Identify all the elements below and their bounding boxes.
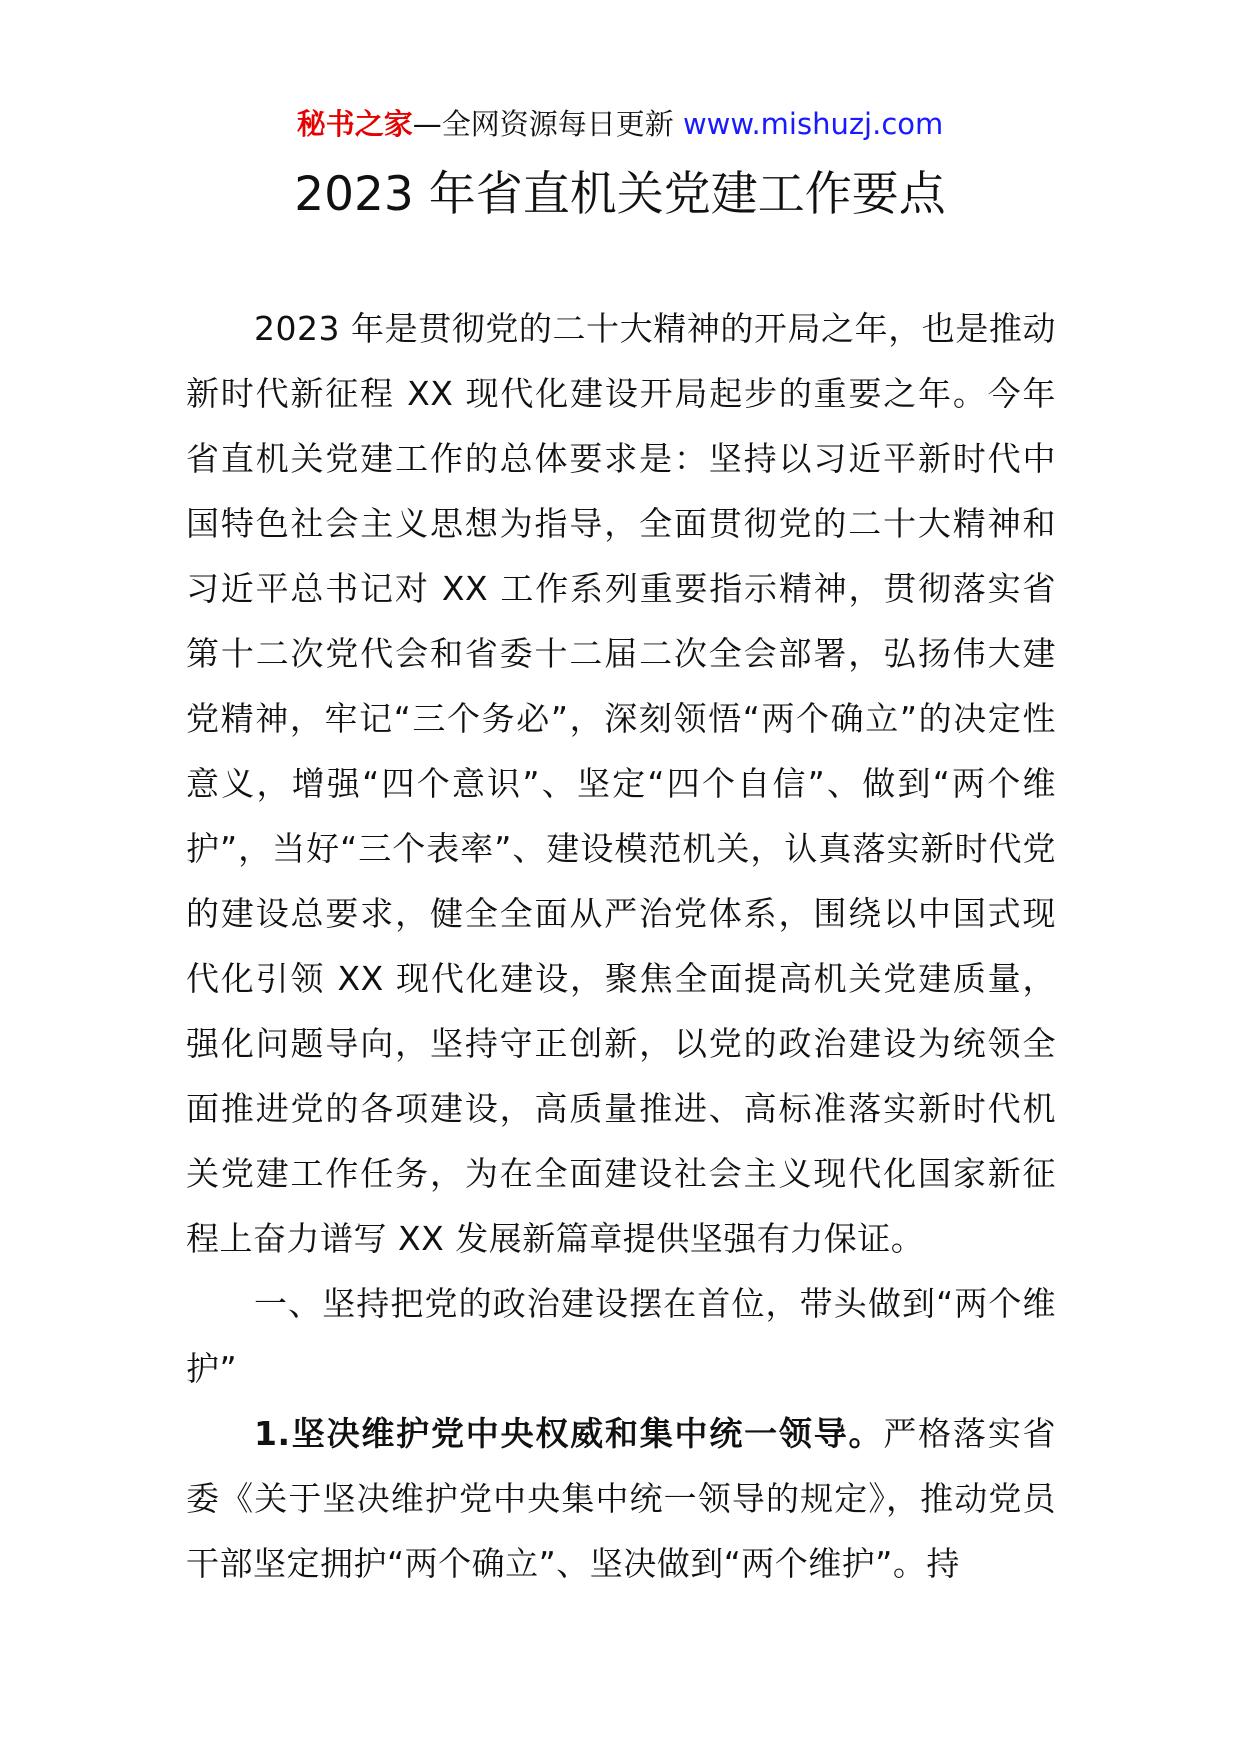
- section-heading: 一、坚持把党的政治建设摆在首位，带头做到“两个维护”: [186, 1284, 1056, 1388]
- item-text: 严格落实省委《关于坚决维护党中央集中统一领导的规定》，推动党员干部坚定拥护“两个确立”、坚决做到“两个维护”。持: [186, 1414, 1057, 1583]
- intro-paragraph: 2023 年是贯彻党的二十大精神的开局之年，也是推动新时代新征程 XX 现代化建设开局起步的重要之年。今年省直机关党建工作的总体要求是：坚持以习近平新时代中国特色社会主义思想为指导，全面贯彻党的二十大精神和习近平总书记对 XX 工作系列重要指示精神，贯彻落实省第十二次党代会和省委十二届二次全会部署，弘扬伟大建党精神，牢记“三个务必”，深刻领悟“两个确立”的决定性意义，增强“四个意识”、坚定“四个自信”、做到“两个维护”，当好“三个表率”、建设模范机关，认真落实新时代党的建设总要求，健全全面从严治党体系，围绕以中国式现代化引领 XX 现代化建设，聚焦全面提高机关党建质量，强化问题导向，坚持守正创新，以党的政治建设为统领全面推进党的各项建设，高质量推进、高标准落实新时代机关党建工作任务，为在全面建设社会主义现代化国家新征程上奋力谱写 XX 发展新篇章提供坚强有力保证。: [186, 309, 1056, 1258]
- document-title: 2023 年省直机关党建工作要点: [294, 167, 946, 222]
- site-tagline: —全网资源每日更新: [412, 107, 683, 141]
- site-banner: [0, 104, 1240, 144]
- item-lead: 1.坚决维护党中央权威和集中统一领导。: [254, 1414, 884, 1453]
- site-url[interactable]: www.mishuzj.com: [682, 107, 944, 141]
- document-body: [186, 296, 1056, 1596]
- item-paragraph: [186, 1401, 1056, 1596]
- site-brand: 秘书之家: [296, 107, 413, 141]
